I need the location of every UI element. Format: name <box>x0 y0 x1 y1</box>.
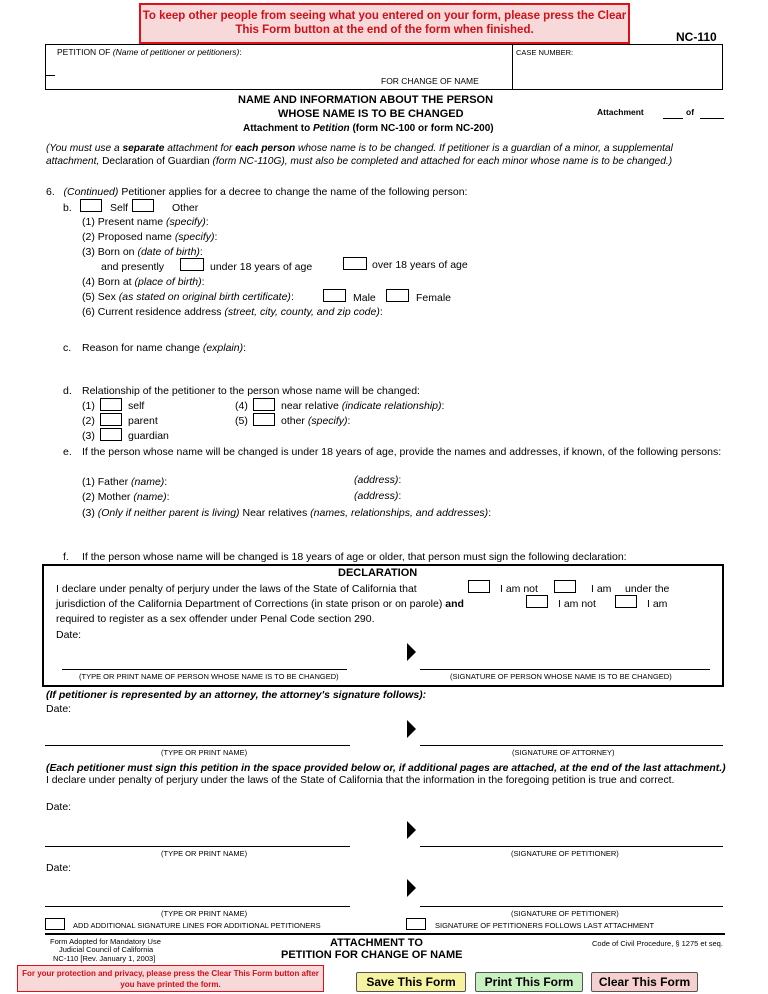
parent-label: parent <box>128 415 158 427</box>
reason-label: Reason for name change (explain): <box>82 342 247 354</box>
case-number-label: CASE NUMBER: <box>516 48 574 57</box>
guardian-checkbox[interactable] <box>100 428 122 441</box>
under-the-label: under the <box>625 583 670 595</box>
i-am-not-checkbox-2[interactable] <box>526 595 548 608</box>
over-18-label: over 18 years of age <box>372 259 468 271</box>
born-on-label: (3) Born on (date of birth): <box>82 246 203 258</box>
footer-title-line1: ATTACHMENT TO <box>330 937 423 949</box>
item-d-label: d. <box>63 385 72 397</box>
petitioner1-sign-arrow-icon <box>407 821 416 839</box>
i-am-label-1: I am <box>591 583 612 595</box>
sex-label: (5) Sex (as stated on original birth certificate): <box>82 291 294 303</box>
save-form-button[interactable]: Save This Form <box>356 972 466 992</box>
item-f-label: f. <box>63 551 69 563</box>
petitioner1-name-line[interactable] <box>45 846 350 847</box>
self-label: Self <box>110 202 129 214</box>
attorney-sign-arrow-icon <box>407 720 416 738</box>
attachment-total-field[interactable] <box>700 118 724 119</box>
mother-label: (2) Mother (name): <box>82 491 170 503</box>
for-change-of-name-label: FOR CHANGE OF NAME <box>381 76 479 86</box>
declaration-title: DECLARATION <box>338 567 418 579</box>
add-signature-lines-label: ADD ADDITIONAL SIGNATURE LINES FOR ADDITIONAL PETITIONERS <box>73 921 321 930</box>
relationship-label: Relationship of the petitioner to the person whose name will be changed: <box>82 385 420 397</box>
declaration-signature-caption: (SIGNATURE OF PERSON WHOSE NAME IS TO BE CHANGED) <box>450 672 672 681</box>
attachment-number-field[interactable] <box>663 118 683 119</box>
form-title-line1: NAME AND INFORMATION ABOUT THE PERSON <box>238 94 494 106</box>
petitioner2-name-caption: (TYPE OR PRINT NAME) <box>161 909 248 918</box>
male-checkbox[interactable] <box>323 289 346 302</box>
self-checkbox[interactable] <box>80 199 102 212</box>
item6-b-label: b. <box>63 202 72 214</box>
print-form-button[interactable]: Print This Form <box>475 972 583 992</box>
residence-address-label: (6) Current residence address (street, city, county, and zip code): <box>82 306 383 318</box>
self-relationship-label: self <box>128 400 145 412</box>
form-title-line3: Attachment to Petition (form NC-100 or form NC-200) <box>243 123 494 134</box>
adopted-line3: NC-110 [Rev. January 1, 2003] <box>53 954 156 963</box>
born-at-label: (4) Born at (place of birth): <box>82 276 205 288</box>
attachment-label: Attachment <box>597 107 644 117</box>
item6-heading: 6. (Continued) Petitioner applies for a decree to change the name of the following person: <box>46 186 468 198</box>
male-label: Male <box>353 292 376 304</box>
self-relationship-checkbox[interactable] <box>100 398 122 411</box>
intro-paragraph: (You must use a separate attachment for each person whose name is to be changed. If petitioner is a guardian of a minor, a supplemental attachment, Declaration of Guardian (form NC-110G), must also be completed and attached for each minor whose name is to be changed.) <box>46 143 673 167</box>
signature-follows-label: SIGNATURE OF PETITIONERS FOLLOWS LAST ATTACHMENT <box>435 921 655 930</box>
attorney-name-caption: (TYPE OR PRINT NAME) <box>161 748 248 757</box>
female-checkbox[interactable] <box>386 289 409 302</box>
signature-follows-checkbox[interactable] <box>406 918 426 930</box>
under-18-label: under 18 years of age <box>210 261 313 273</box>
form-title-line2: WHOSE NAME IS TO BE CHANGED <box>278 108 464 120</box>
petitioner2-signature-line[interactable] <box>420 906 723 907</box>
mother-address-label: (address): <box>354 490 402 502</box>
near-relative-checkbox[interactable] <box>253 398 275 411</box>
parent-checkbox[interactable] <box>100 413 122 426</box>
i-am-not-label-2: I am not <box>558 598 596 610</box>
declaration-line2: jurisdiction of the California Department of Corrections (in state prison or on parole) and <box>56 598 464 610</box>
form-number: NC-110 <box>676 30 717 44</box>
clear-form-button[interactable]: Clear This Form <box>591 972 698 992</box>
petitioner2-signature-caption: (SIGNATURE OF PETITIONER) <box>511 909 619 918</box>
d5-number: (5) <box>235 415 248 427</box>
other-label: Other <box>172 202 199 214</box>
father-label: (1) Father (name): <box>82 476 168 488</box>
female-label: Female <box>416 292 452 304</box>
attorney-signature-line[interactable] <box>420 745 723 746</box>
petitioner1-date-label: Date: <box>46 801 72 813</box>
adopted-line1: Form Adopted for Mandatory Use <box>50 937 161 946</box>
declaration-line3: required to register as a sex offender under Penal Code section 290. <box>56 613 375 625</box>
attorney-name-line[interactable] <box>45 745 350 746</box>
petitioner1-signature-line[interactable] <box>420 846 723 847</box>
over-18-checkbox[interactable] <box>343 257 367 270</box>
code-reference: Code of Civil Procedure, § 1275 et seq. <box>592 939 723 948</box>
d3-number: (3) <box>82 430 95 442</box>
near-relative-label: near relative (indicate relationship): <box>281 400 445 412</box>
declaration-signature-line[interactable] <box>420 669 710 670</box>
footer-title-line2: PETITION FOR CHANGE OF NAME <box>281 949 463 961</box>
petitioner2-date-label: Date: <box>46 862 72 874</box>
declaration-name-caption: (TYPE OR PRINT NAME OF PERSON WHOSE NAME IS TO BE CHANGED) <box>79 672 339 681</box>
declaration-line1: I declare under penalty of perjury under the laws of the State of California that <box>56 583 417 595</box>
d2-number: (2) <box>82 415 95 427</box>
i-am-not-label-1: I am not <box>500 583 538 595</box>
sign-here-arrow-icon <box>407 643 416 661</box>
petitioner1-signature-caption: (SIGNATURE OF PETITIONER) <box>511 849 619 858</box>
declaration-name-line[interactable] <box>62 669 347 670</box>
i-am-checkbox-2[interactable] <box>615 595 637 608</box>
near-relatives-label: (3) (Only if neither parent is living) Near relatives (names, relationships, and addresses): <box>82 507 492 519</box>
adopted-line2: Judicial Council of California <box>59 945 154 954</box>
other-relationship-checkbox[interactable] <box>253 413 275 426</box>
attorney-heading: (If petitioner is represented by an attorney, the attorney's signature follows): <box>46 689 427 701</box>
item-f-text: If the person whose name will be changed is 18 years of age or older, that person must sign the following declaration: <box>82 551 627 563</box>
privacy-banner: To keep other people from seeing what you entered on your form, please press the Clear This Form button at the end of the form when finished. <box>139 3 630 44</box>
petitioner2-sign-arrow-icon <box>407 879 416 897</box>
d4-number: (4) <box>235 400 248 412</box>
petitioner1-name-caption: (TYPE OR PRINT NAME) <box>161 849 248 858</box>
guardian-label: guardian <box>128 430 169 442</box>
attorney-date-label: Date: <box>46 703 72 715</box>
attachment-of-label: of <box>686 107 695 117</box>
item-c-label: c. <box>63 342 72 354</box>
i-am-not-checkbox-1[interactable] <box>468 580 490 593</box>
proposed-name-label: (2) Proposed name (specify): <box>82 231 218 243</box>
item-e-text: If the person whose name will be changed is under 18 years of age, provide the names and addresses, if known, of the following persons: <box>82 446 722 458</box>
father-address-label: (address): <box>354 474 402 486</box>
privacy-notice: For your protection and privacy, please press the Clear This Form button after you have printed the form. <box>17 965 324 992</box>
i-am-checkbox-1[interactable] <box>554 580 576 593</box>
other-relationship-label: other (specify): <box>281 415 351 427</box>
petition-of-label: PETITION OF (Name of petitioner or petitioners): <box>57 47 242 57</box>
petitioner2-name-line[interactable] <box>45 906 350 907</box>
i-am-label-2: I am <box>647 598 668 610</box>
attorney-signature-caption: (SIGNATURE OF ATTORNEY) <box>512 748 615 757</box>
petitioners-declaration: (Each petitioner must sign this petition in the space provided below or, if additional pages are attached, at the end of the last attachment.) I declare under penalty of perjury under the laws of the State of California that the information in the foregoing petition is true and correct. <box>46 763 726 786</box>
present-name-label: (1) Present name (specify): <box>82 216 209 228</box>
add-signature-lines-checkbox[interactable] <box>45 918 65 930</box>
declaration-date-label: Date: <box>56 629 82 641</box>
and-presently-label: and presently <box>101 261 165 273</box>
other-checkbox[interactable] <box>132 199 154 212</box>
d1-number: (1) <box>82 400 95 412</box>
under-18-checkbox[interactable] <box>180 258 204 271</box>
item-e-label: e. <box>63 446 72 458</box>
